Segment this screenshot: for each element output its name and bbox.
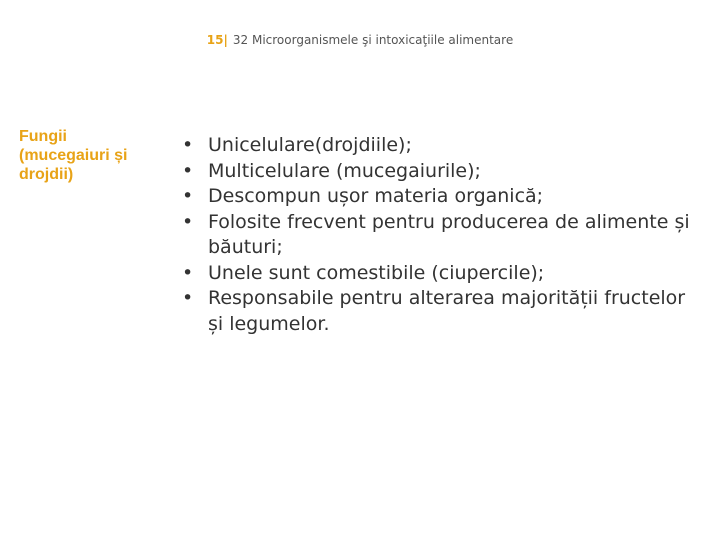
bullet-icon: • [182, 134, 194, 156]
bullet-text: Descompun ușor materia organică; [208, 185, 544, 207]
bullet-icon: • [182, 287, 194, 309]
bullet-item [182, 210, 702, 261]
bullet-icon: • [182, 210, 194, 233]
bullet-item [182, 133, 702, 159]
bullet-item [182, 286, 702, 337]
bullet-text: Multicelulare (mucegaiurile); [208, 159, 481, 182]
bullet-icon: • [182, 261, 194, 284]
bullet-icon: • [182, 185, 194, 207]
bullet-item [182, 184, 702, 210]
bullet-text: Folosite frecvent pentru producerea de alimente și băuturi; [208, 210, 690, 258]
header-separator: | [223, 33, 228, 47]
page-number: 15 [206, 33, 224, 47]
bullet-text: Unele sunt comestibile (ciupercile); [208, 261, 545, 284]
bullet-list [182, 133, 702, 337]
page-header [0, 33, 720, 47]
bullet-text: Unicelulare(drojdiile); [208, 134, 412, 156]
bullet-item [182, 159, 702, 185]
bullet-text: Responsabile pentru alterarea majorității fructelor și legumelor. [208, 287, 686, 335]
header-title: 32 Microorganismele şi intoxicaţiile alimentare [232, 33, 514, 47]
section-label: Fungii (mucegaiuri și drojdii) [19, 128, 128, 183]
bullet-item [182, 261, 702, 287]
bullet-icon: • [182, 159, 194, 182]
